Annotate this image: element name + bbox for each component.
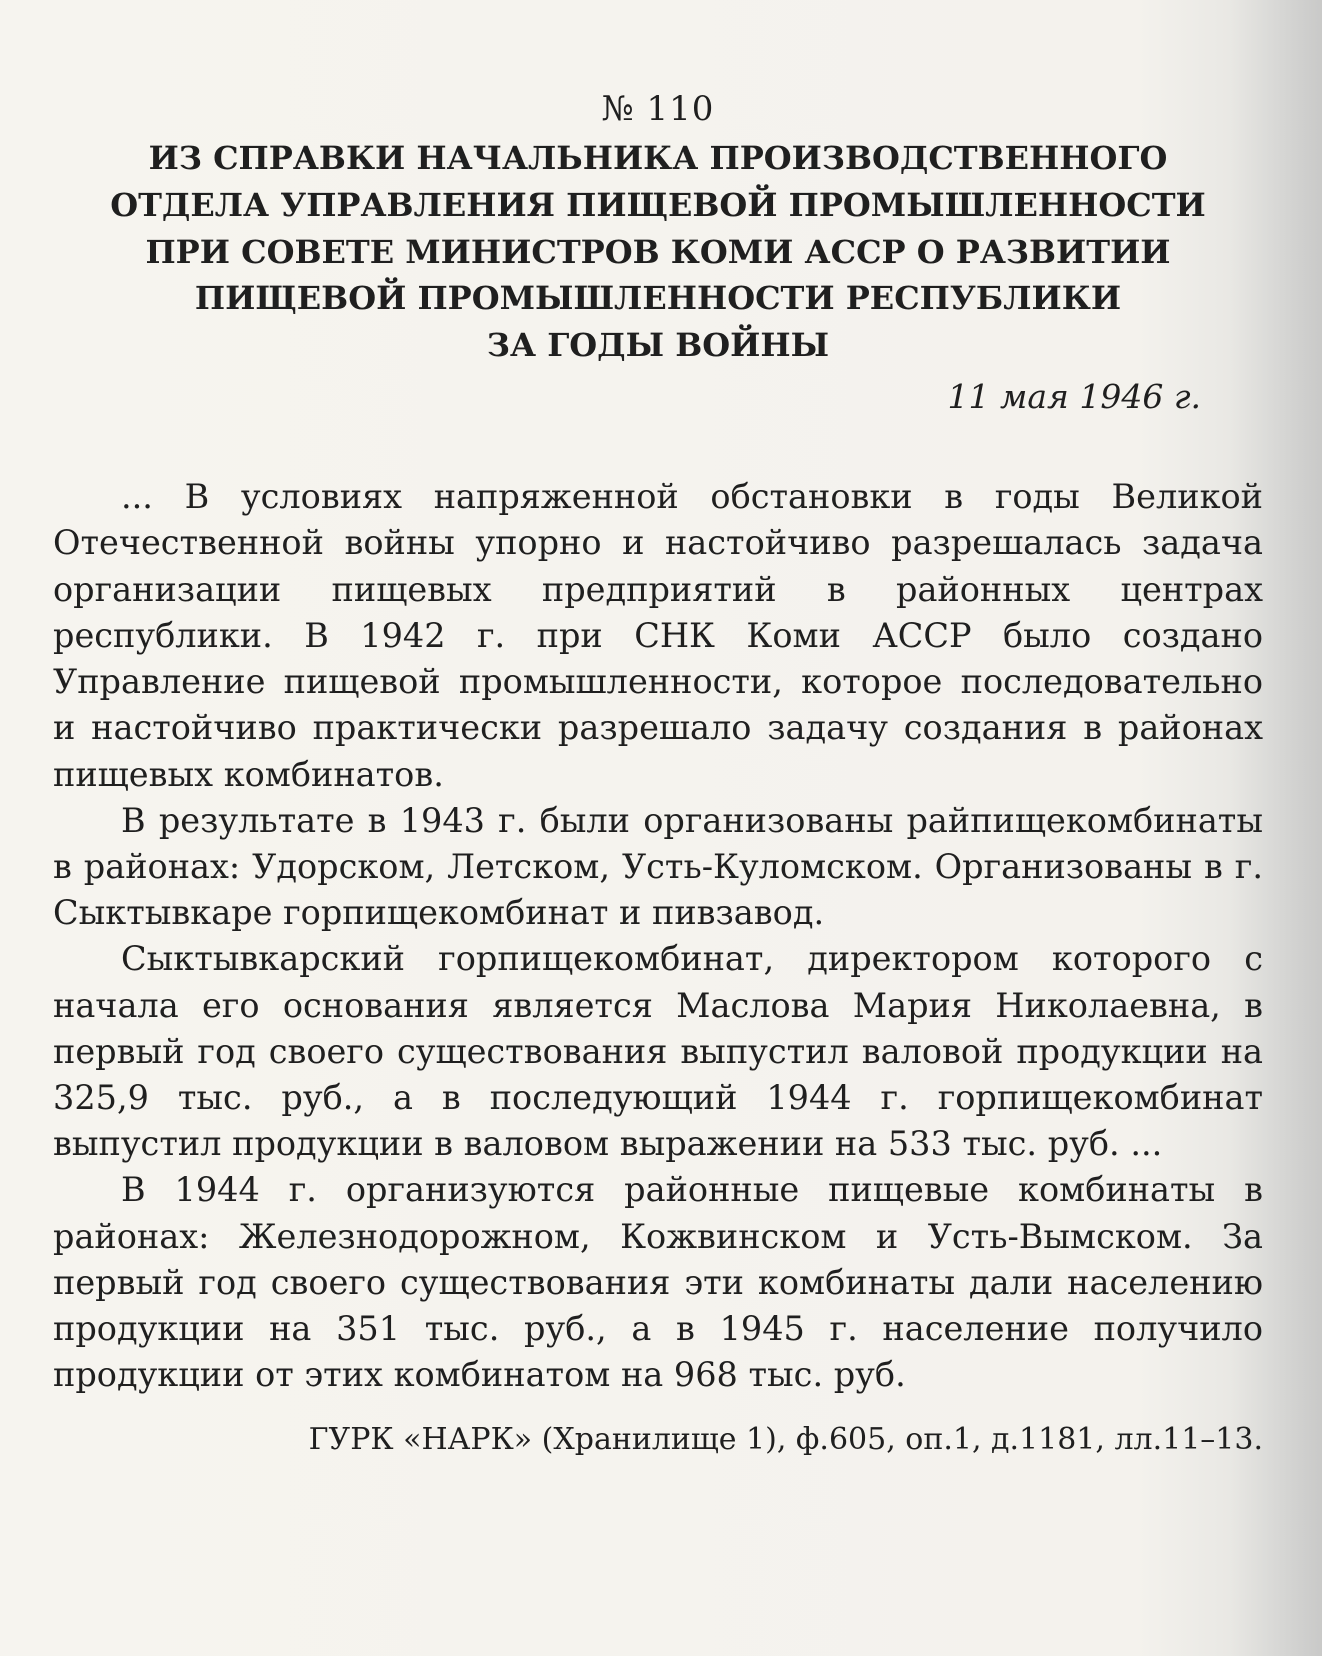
archive-source-reference: ГУРК «НАРК» (Хранилище 1), ф.605, оп.1, д.1181, лл.11–13. xyxy=(308,1422,1263,1458)
title-line: ИЗ СПРАВКИ НАЧАЛЬНИКА ПРОИЗВОДСТВЕННОГО xyxy=(148,139,1168,178)
title-line: ПРИ СОВЕТЕ МИНИСТРОВ КОМИ АССР О РАЗВИТИИ xyxy=(145,232,1171,271)
paragraph: В результате в 1943 г. были организованы райпищекомбинаты в районах: Удорском, Летском, Усть-Куломском. Организованы в г. Сыктывкаре горпищекомбинат и пивзавод. xyxy=(53,800,1263,933)
paragraph: В 1944 г. организуются районные пищевые комбинаты в районах: Железнодорожном, Кожвинском и Усть-Вымском. За первый год своего существования эти комбинаты дали населению продукции на 351 тыс. руб., а в 1945 г. население получило продукции от этих комбинатом на 968 тыс. руб. xyxy=(53,1170,1263,1395)
document-number: № 110 xyxy=(601,89,715,129)
paragraph: ... В условиях напряженной обстановки в годы Великой Отечественной войны упорно и настойчиво разрешалась задача организации пищевых предприятий в районных центрах республики. В 1942 г. при СНК Коми АССР было создано Управление пищевой промышленности, которое последовательно и настойчиво практически разрешало задачу создания в районах пищевых комбинатов. xyxy=(53,477,1263,794)
document-title xyxy=(53,135,1263,369)
title-line: ПИЩЕВОЙ ПРОМЫШЛЕННОСТИ РЕСПУБЛИКИ xyxy=(194,279,1122,318)
title-line: ОТДЕЛА УПРАВЛЕНИЯ ПИЩЕВОЙ ПРОМЫШЛЕННОСТИ xyxy=(110,185,1206,224)
paragraph: Сыктывкарский горпищекомбинат, директором которого с начала его основания является Маслова Мария Николаевна, в первый год своего существования выпустил валовой продукции на 325,9 тыс. руб., а в последующий 1944 г. горпищекомбинат выпустил продукции в валовом выражении на 533 тыс. руб. ... xyxy=(53,939,1263,1164)
document-body xyxy=(53,474,1263,1398)
title-line: ЗА ГОДЫ ВОЙНЫ xyxy=(486,325,830,364)
document-date: 11 мая 1946 г. xyxy=(947,376,1201,416)
document xyxy=(53,90,1263,1459)
